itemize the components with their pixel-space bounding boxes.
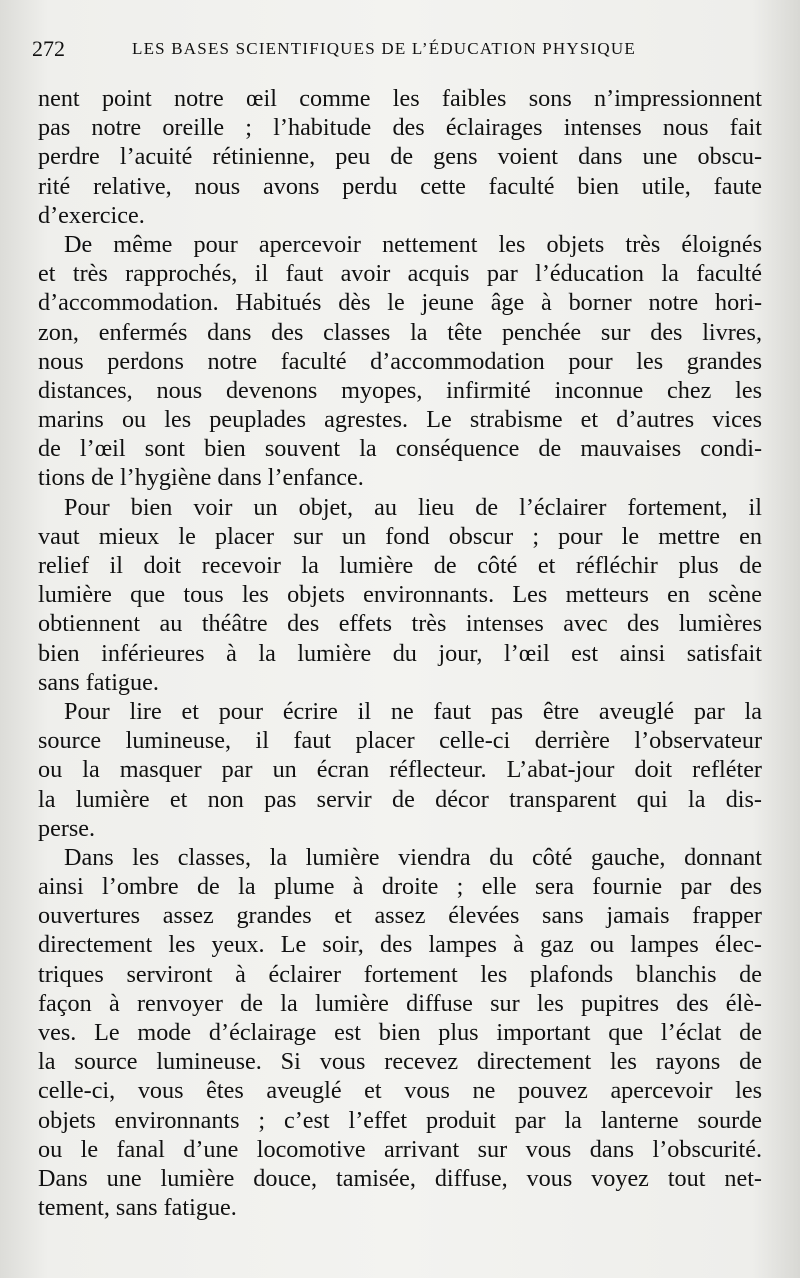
text-line: bien inférieures à la lumière du jour, l’œil est ainsi satisfait — [38, 639, 762, 667]
page-number: 272 — [32, 36, 65, 61]
text-line: ou le fanal d’une locomotive arrivant sur vous dans l’obscurité. — [38, 1135, 762, 1163]
text-line: tement, sans fatigue. — [38, 1194, 237, 1222]
text-line: Pour lire et pour écrire il ne faut pas être aveuglé par la — [64, 697, 762, 725]
text-line: ves. Le mode d’éclairage est bien plus important que l’éclat de — [38, 1019, 762, 1046]
text-line: ouvertures assez grandes et assez élevées sans jamais frapper — [38, 902, 762, 930]
text-line: perse. — [38, 814, 96, 842]
text-line: perdre l’acuité rétinienne, peu de gens voient dans une obscu- — [38, 143, 762, 171]
text-line: directement les yeux. Le soir, des lampes à gaz ou lampes élec- — [38, 931, 762, 959]
text-line: triques serviront à éclairer fortement les plafonds blanchis de — [38, 960, 762, 988]
text-line: obtiennent au théâtre des effets très intenses avec des lumières — [38, 610, 762, 638]
text-line: de l’œil sont bien souvent la conséquence de mauvaises condi- — [38, 435, 762, 463]
text-line: celle-ci, vous êtes aveuglé et vous ne pouvez apercevoir les — [38, 1077, 762, 1105]
text-line: marins ou les peuplades agrestes. Le strabisme et d’autres vices — [38, 406, 762, 434]
text-line: nent point notre œil comme les faibles sons n’impressionnent — [38, 85, 762, 112]
text-line: Dans une lumière douce, tamisée, diffuse, vous voyez tout net- — [38, 1164, 762, 1192]
text-line: source lumineuse, il faut placer celle-ci derrière l’observateur — [38, 727, 762, 755]
text-line: objets environnants ; c’est l’effet produit par la lanterne sourde — [38, 1106, 762, 1134]
text-line: sans fatigue. — [38, 668, 159, 696]
text-line: d’exercice. — [38, 201, 145, 229]
body-text — [38, 84, 762, 1222]
text-line: lumière que tous les objets environnants. Les metteurs en scène — [38, 581, 762, 609]
text-line: tions de l’hygiène dans l’enfance. — [38, 464, 364, 492]
text-line: la lumière et non pas servir de décor transparent qui la dis- — [38, 785, 762, 813]
text-line: d’accommodation. Habitués dès le jeune âge à borner notre hori- — [38, 289, 762, 317]
text-line: et très rapprochés, il faut avoir acquis par l’éducation la faculté — [38, 260, 762, 288]
text-line: zon, enfermés dans des classes la tête penchée sur des livres, — [38, 318, 762, 346]
text-line: rité relative, nous avons perdu cette faculté bien utile, faute — [38, 172, 762, 200]
text-line: pas notre oreille ; l’habitude des éclairages intenses nous fait — [38, 114, 762, 142]
text-line: façon à renvoyer de la lumière diffuse sur les pupitres des élè- — [38, 989, 762, 1017]
running-header — [32, 36, 768, 66]
text-line: ainsi l’ombre de la plume à droite ; elle sera fournie par des — [38, 873, 762, 901]
text-line: la source lumineuse. Si vous recevez directement les rayons de — [38, 1048, 762, 1076]
running-title: LES BASES SCIENTIFIQUES DE L’ÉDUCATION PHYSIQUE — [132, 39, 636, 58]
text-line: ou la masquer par un écran réflecteur. L’abat-jour doit refléter — [38, 756, 762, 784]
text-line: De même pour apercevoir nettement les objets très éloignés — [64, 230, 762, 258]
text-line: Dans les classes, la lumière viendra du côté gauche, donnant — [64, 843, 762, 871]
text-line: vaut mieux le placer sur un fond obscur ; pour le mettre en — [38, 522, 762, 550]
text-line: relief il doit recevoir la lumière de côté et réfléchir plus de — [38, 552, 762, 579]
text-line: Pour bien voir un objet, au lieu de l’éclairer fortement, il — [64, 493, 762, 521]
text-line: distances, nous devenons myopes, infirmité inconnue chez les — [38, 376, 762, 404]
text-line: nous perdons notre faculté d’accommodation pour les grandes — [38, 347, 762, 375]
